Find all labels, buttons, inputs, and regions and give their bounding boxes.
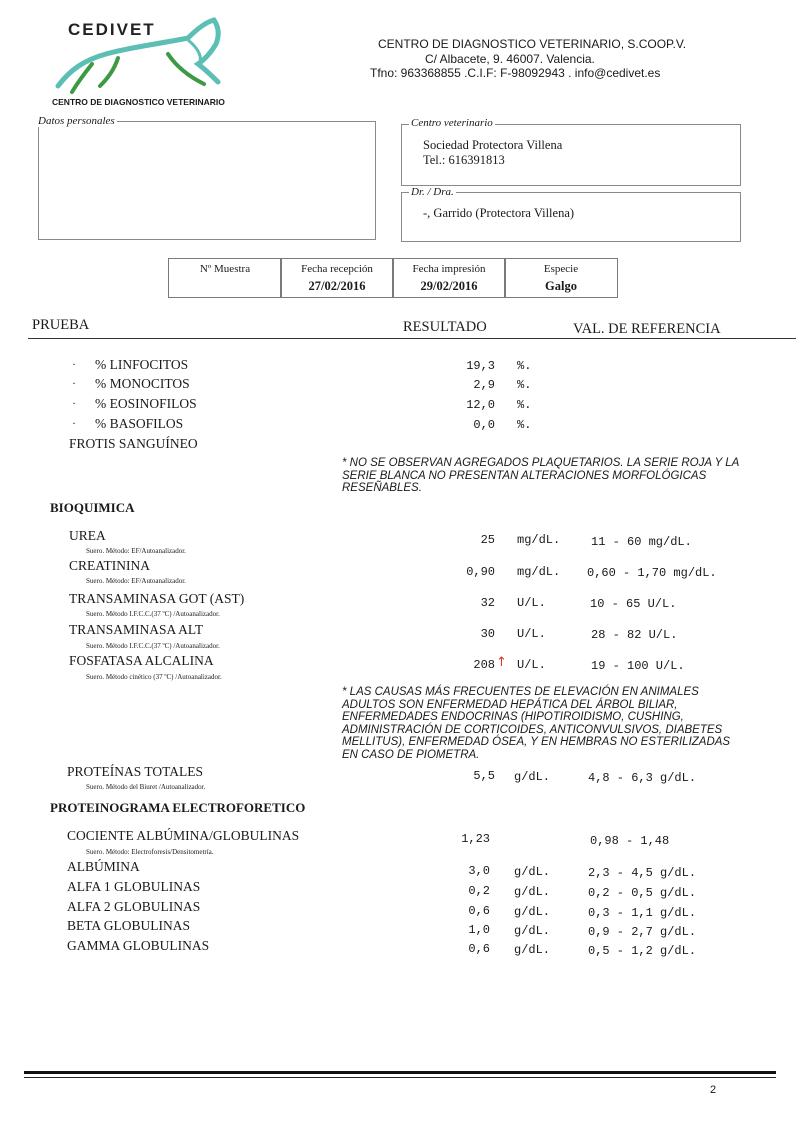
bullet: · bbox=[72, 357, 76, 371]
test-reference: 11 - 60 mg/dL. bbox=[591, 535, 692, 549]
muestra-label: Nº Muestra bbox=[199, 263, 251, 275]
test-name: % MONOCITOS bbox=[95, 376, 190, 391]
test-reference: 10 - 65 U/L. bbox=[590, 597, 677, 611]
recepcion-label: Fecha recepción bbox=[301, 263, 373, 275]
test-reference: 0,60 - 1,70 mg/dL. bbox=[587, 566, 717, 580]
test-value: 2,9 bbox=[473, 378, 495, 392]
test-unit: mg/dL. bbox=[517, 565, 561, 579]
test-value: 0,6 bbox=[468, 904, 490, 918]
test-method: Suero. Método del Biuret /Autoanalizador. bbox=[86, 783, 206, 791]
frotis-note: * NO SE OBSERVAN AGREGADOS PLAQUETARIOS. LA SERIE ROJA Y LA SERIE BLANCA NO PRESENTAN ALTERACIONES MORFOLÓGICAS RESEÑABLES. bbox=[342, 457, 739, 494]
recepcion-value: 27/02/2016 bbox=[308, 279, 366, 293]
test-reference: 28 - 82 U/L. bbox=[591, 628, 678, 642]
test-name: % BASOFILOS bbox=[95, 416, 184, 431]
recepcion-cell bbox=[280, 258, 394, 298]
test-method: Suero. Método: EF/Autoanalizador. bbox=[86, 577, 186, 585]
test-name: TRANSAMINASA ALT bbox=[69, 622, 204, 637]
test-reference: 0,9 - 2,7 g/dL. bbox=[588, 925, 697, 939]
especie-label: Especie bbox=[543, 263, 579, 275]
company-name: CENTRO DE DIAGNOSTICO VETERINARIO, S.COOP.V. bbox=[378, 37, 687, 51]
test-reference: 2,3 - 4,5 g/dL. bbox=[588, 866, 697, 880]
test-value: 0,2 bbox=[468, 884, 490, 898]
test-value: 1,0 bbox=[468, 923, 490, 937]
test-name: UREA bbox=[69, 528, 106, 543]
test-method: Suero. Método: Electroforesis/Densitometría. bbox=[86, 848, 214, 856]
test-name: GAMMA GLOBULINAS bbox=[67, 938, 210, 953]
test-unit: U/L. bbox=[517, 658, 546, 672]
especie-cell bbox=[504, 258, 618, 298]
test-unit: mg/dL. bbox=[517, 533, 561, 547]
test-unit: g/dL. bbox=[514, 943, 551, 957]
test-value: 30 bbox=[480, 627, 495, 641]
test-value: 208 bbox=[473, 658, 495, 672]
test-unit: g/dL. bbox=[514, 924, 551, 938]
test-reference: 19 - 100 U/L. bbox=[591, 659, 685, 673]
proteinograma-title: PROTEINOGRAMA ELECTROFORETICO bbox=[50, 800, 306, 815]
test-method: Suero. Método cinético (37 ºC) /Autoanalizador. bbox=[86, 673, 222, 681]
logo bbox=[48, 14, 238, 100]
footer-rule bbox=[24, 1071, 776, 1074]
test-name: % LINFOCITOS bbox=[95, 357, 189, 372]
test-unit: g/dL. bbox=[514, 885, 551, 899]
test-unit: %. bbox=[517, 378, 532, 392]
impresion-label: Fecha impresión bbox=[412, 263, 486, 275]
test-unit: U/L. bbox=[517, 596, 546, 610]
test-value: 32 bbox=[480, 596, 495, 610]
test-value: 3,0 bbox=[468, 864, 490, 878]
test-unit: g/dL. bbox=[514, 865, 551, 879]
test-unit: %. bbox=[517, 398, 532, 412]
test-method: Suero. Método I.F.C.C.(37 ºC) /Autoanalizador. bbox=[86, 610, 220, 618]
test-unit: %. bbox=[517, 418, 532, 432]
centro-tel: Tel.: 616391813 bbox=[423, 153, 505, 167]
column-prueba: PRUEBA bbox=[32, 317, 90, 333]
test-unit: U/L. bbox=[517, 627, 546, 641]
test-value: 0,0 bbox=[473, 418, 495, 432]
bullet: · bbox=[72, 376, 76, 390]
test-name: % EOSINOFILOS bbox=[95, 396, 197, 411]
datos-personales-box bbox=[38, 121, 376, 240]
test-name: BETA GLOBULINAS bbox=[67, 918, 191, 933]
centro-name: Sociedad Protectora Villena bbox=[423, 138, 563, 152]
test-name: ALFA 2 GLOBULINAS bbox=[67, 899, 201, 914]
test-name: CREATININA bbox=[69, 558, 150, 573]
column-referencia: VAL. DE REFERENCIA bbox=[573, 321, 721, 337]
doctor-name: -, Garrido (Protectora Villena) bbox=[423, 206, 575, 220]
logo-subtitle: CENTRO DE DIAGNOSTICO VETERINARIO bbox=[52, 97, 225, 107]
impresion-value: 29/02/2016 bbox=[420, 279, 478, 293]
test-value: 19,3 bbox=[466, 359, 495, 373]
test-reference: 4,8 - 6,3 g/dL. bbox=[588, 771, 697, 785]
centro-veterinario-legend: Centro veterinario bbox=[411, 117, 493, 129]
column-resultado: RESULTADO bbox=[403, 319, 487, 335]
frotis-name: FROTIS SANGUÍNEO bbox=[69, 436, 198, 451]
especie-value: Galgo bbox=[545, 279, 577, 293]
bioquimica-title: BIOQUIMICA bbox=[50, 500, 135, 515]
muestra-cell bbox=[168, 258, 282, 298]
test-value: 0,90 bbox=[466, 565, 495, 579]
datos-personales-legend: Datos personales bbox=[38, 115, 115, 127]
doctor-legend: Dr. / Dra. bbox=[411, 186, 454, 198]
test-value: 1,23 bbox=[461, 832, 490, 846]
test-name: FOSFATASA ALCALINA bbox=[69, 653, 214, 668]
test-name: ALBÚMINA bbox=[67, 859, 140, 874]
test-reference: 0,98 - 1,48 bbox=[590, 834, 670, 848]
test-reference: 0,3 - 1,1 g/dL. bbox=[588, 906, 697, 920]
test-name: ALFA 1 GLOBULINAS bbox=[67, 879, 201, 894]
impresion-cell bbox=[392, 258, 506, 298]
header-rule bbox=[28, 338, 796, 339]
test-value: 0,6 bbox=[468, 942, 490, 956]
test-reference: 0,5 - 1,2 g/dL. bbox=[588, 944, 697, 958]
page-number: 2 bbox=[710, 1084, 717, 1096]
company-address: C/ Albacete, 9. 46007. Valencia. bbox=[425, 52, 595, 66]
company-contact: Tfno: 963368855 .C.I.F: F-98092943 . info@cedivet.es bbox=[370, 66, 661, 80]
high-flag-icon: ↑ bbox=[496, 655, 507, 670]
test-unit: g/dL. bbox=[514, 905, 551, 919]
test-name: PROTEÍNAS TOTALES bbox=[67, 764, 204, 779]
test-reference: 0,2 - 0,5 g/dL. bbox=[588, 886, 697, 900]
bullet: · bbox=[72, 416, 76, 430]
footer-rule-thin bbox=[24, 1077, 776, 1078]
test-value: 25 bbox=[480, 533, 495, 547]
test-unit: g/dL. bbox=[514, 770, 551, 784]
test-name: COCIENTE ALBÚMINA/GLOBULINAS bbox=[67, 828, 300, 843]
test-name: TRANSAMINASA GOT (AST) bbox=[69, 591, 245, 606]
test-value: 5,5 bbox=[473, 769, 495, 783]
fosfatasa-note: * LAS CAUSAS MÁS FRECUENTES DE ELEVACIÓN EN ANIMALES ADULTOS SON ENFERMEDAD HEPÁTICA DEL ÁRBOL BILIAR, ENFERMEDADES ENDOCRINAS (HIPOTIROIDISMO, CUSHING, ADMINISTRACIÓN DE CORTICOIDES, ANTICONVULSIVOS, DIABETES MELLITUS), ENFERMEDAD ÓSEA, Y EN HEMBRAS NO ESTERILIZADAS EN CASO DE PIOMETRA. bbox=[342, 686, 731, 761]
test-method: Suero. Método I.F.C.C.(37 ºC) /Autoanalizador. bbox=[86, 642, 220, 650]
logo-text: CEDIVET bbox=[68, 20, 156, 39]
test-method: Suero. Método: EF/Autoanalizador. bbox=[86, 547, 186, 555]
test-unit: %. bbox=[517, 359, 532, 373]
bullet: · bbox=[72, 396, 76, 410]
test-value: 12,0 bbox=[466, 398, 495, 412]
